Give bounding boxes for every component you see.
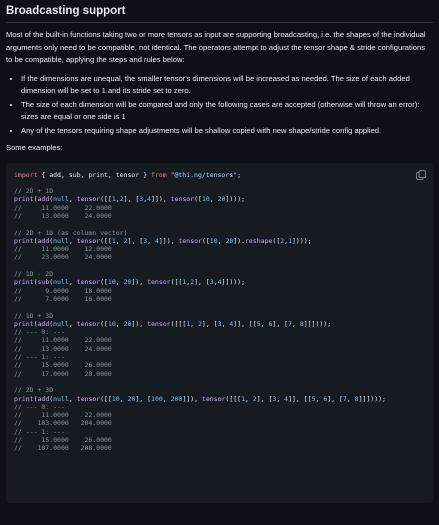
code-output-comment: // 15.0000 26.0000 bbox=[14, 436, 112, 444]
code-content bbox=[14, 171, 425, 453]
code-string: "@thi.ng/tensors" bbox=[170, 170, 238, 179]
code-output-comment: // 103.0000 204.0000 bbox=[14, 419, 112, 428]
code-call-line: print(add(null, tensor([10, 20]), tensor([[[1, 2], [3, 4]], [[5, 6], [7, 8]]]))); bbox=[14, 319, 332, 328]
code-import-names: { add, sub, print, tensor } bbox=[37, 170, 151, 179]
code-output-comment: // 23.0000 24.0000 bbox=[14, 253, 112, 262]
code-call-line: print(add(null, tensor([[10, 20], [100, 200]]), tensor([[[1, 2], [3, 4]], [[5, 6], [7, 8]]]))); bbox=[14, 394, 386, 403]
code-output-comment: // 13.0000 24.0000 bbox=[14, 211, 112, 220]
code-call-line: print(add(null, tensor([[1, 2], [3, 4]]), tensor([10, 20]).reshape([2,1]))); bbox=[14, 236, 312, 245]
code-output-comment: // 7.0000 16.0000 bbox=[14, 294, 112, 303]
code-comment: // 2D + 3D bbox=[14, 386, 54, 395]
code-output-comment: // --- 0: --- bbox=[14, 328, 65, 337]
code-output-comment: // --- 1: --- bbox=[14, 353, 65, 362]
code-keyword: from bbox=[150, 170, 167, 179]
code-output-comment: // 107.0000 208.0000 bbox=[14, 444, 112, 453]
code-output-comment: // --- 1: --- bbox=[14, 427, 65, 436]
examples-label: Some examples: bbox=[6, 143, 63, 152]
code-output-comment: // 15.0000 26.0000 bbox=[14, 361, 112, 370]
rule-item: • Any of the tensors requiring shape adjustments will be shallow copied with new shape/stride config applied. bbox=[21, 125, 433, 138]
code-output-comment: // --- 0: --- bbox=[14, 402, 65, 411]
copy-icon bbox=[416, 170, 426, 180]
code-call-line: print(add(null, tensor([[1,2], [3,4]]), tensor([10, 20]))); bbox=[14, 195, 246, 204]
section-heading: Broadcasting support bbox=[6, 4, 433, 23]
code-output-comment: // 11.0000 22.0000 bbox=[14, 336, 112, 345]
code-output-comment: // 11.0000 22.0000 bbox=[14, 411, 112, 420]
intro-paragraph: Most of the built-in functions taking two or more tensors as input are supporting broadcasting, i.e. the shapes of the individual arguments only need to be compatible, not identical. The operators attempt to adjust the tensor shape & stride configurations to be compatible, applying the steps and rules below: bbox=[6, 30, 426, 64]
code-call-line: print(sub(null, tensor([10, 20]), tensor([[1,2], [3,4]]))); bbox=[14, 278, 246, 287]
code-output-comment: // 11.0000 22.0000 bbox=[14, 203, 112, 212]
code-punct: ; bbox=[237, 170, 242, 179]
code-comment: // 1D + 3D bbox=[14, 311, 54, 320]
code-output-comment: // 11.0000 12.0000 bbox=[14, 245, 112, 254]
code-comment: // 2D + 1D bbox=[14, 187, 54, 196]
rule-item: • The size of each dimension will be compared and only the following cases are accepted (otherwise will throw an error): sizes are equal or one side is 1 bbox=[21, 99, 433, 124]
code-comment: // 2D + 1D (as column vector) bbox=[14, 228, 128, 237]
code-output-comment: // 9.0000 18.0000 bbox=[14, 286, 112, 295]
copy-button[interactable] bbox=[415, 169, 427, 181]
code-comment: // 1D - 2D bbox=[14, 270, 54, 279]
code-output-comment: // 17.0000 28.0000 bbox=[14, 369, 112, 378]
rule-item: • If the dimensions are unequal, the smaller tensor's dimensions will be increased as needed. The size of each added dimension will be set to 1 and its stride set to zero. bbox=[21, 73, 433, 98]
code-output-comment: // 13.0000 24.0000 bbox=[14, 344, 112, 353]
code-keyword: import bbox=[14, 170, 38, 179]
rules-list bbox=[6, 73, 433, 138]
code-block bbox=[6, 163, 433, 503]
